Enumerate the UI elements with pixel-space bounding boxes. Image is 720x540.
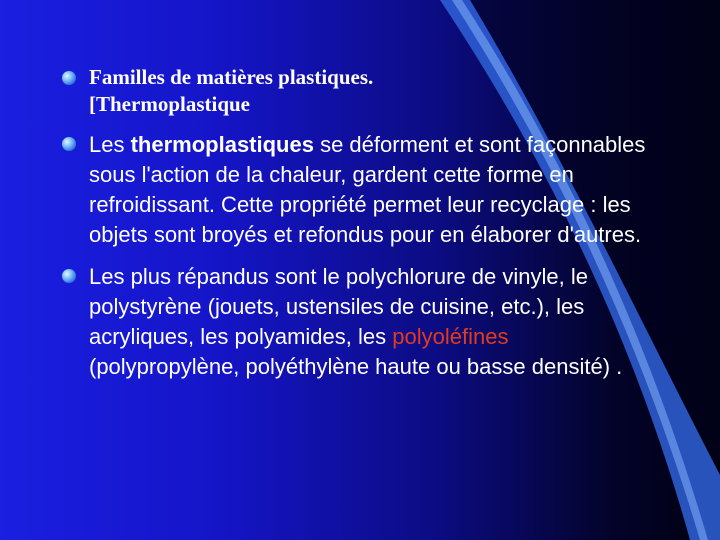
bullet-sphere-icon [62, 71, 76, 85]
heading-line-1: Familles de matières plastiques. [89, 65, 374, 89]
text-highlight-polyolefins: polyoléfines [392, 324, 509, 349]
bullet-item-common-plastics [62, 262, 662, 382]
text-rest: se déforment et sont façonnables sous l'action de la chaleur, gardent cette forme en refroidissant. Cette propriété permet leur recyclage : les objets sont broyés et refondus pour en élaborer d'autres. [89, 132, 646, 247]
text-suffix: (polypropylène, polyéthylène haute ou basse densité) . [89, 354, 623, 379]
bullet-item-families [62, 64, 662, 118]
bullet-item-thermoplastics [62, 130, 662, 250]
text-prefix: Les [89, 132, 131, 157]
slide-body [62, 64, 662, 394]
bullet-sphere-icon [62, 269, 76, 283]
text-prefix: Les plus répandus sont le polychlorure de vinyle, le polystyrène (jouets, ustensiles de cuisine, etc.), les acryliques, les polyamides, les [89, 264, 588, 349]
heading-line-2: [Thermoplastique [89, 92, 251, 116]
bullet-sphere-icon [62, 137, 76, 151]
text-bold-term: thermoplastiques [130, 132, 314, 157]
